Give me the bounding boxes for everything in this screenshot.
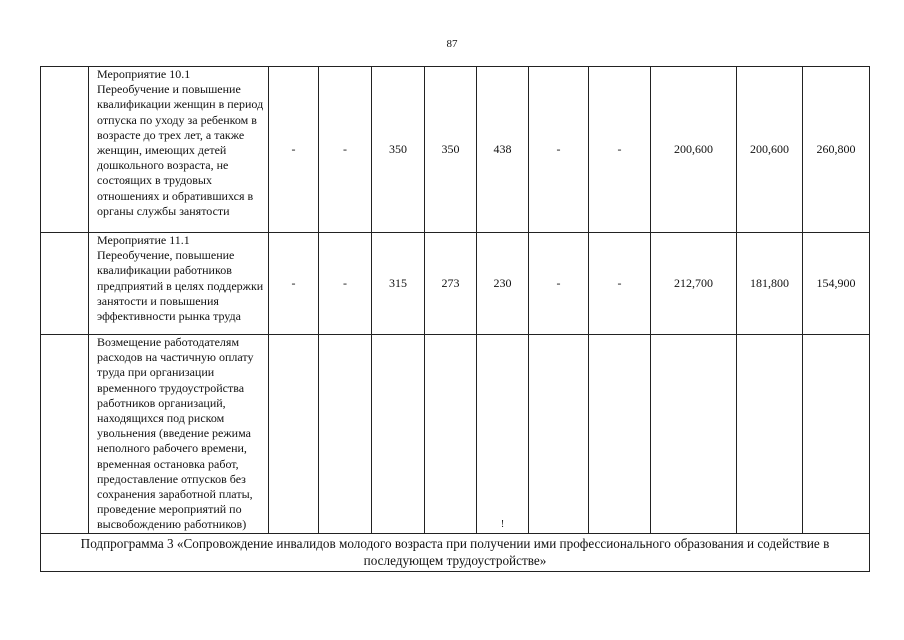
value-cell bbox=[269, 335, 319, 534]
page-number: 87 bbox=[446, 38, 458, 50]
subprogram-title: Подпрограмма 3 «Сопровождение инвалидов молодого возраста при получении ими профессионального образования и содействие в последующем трудоустройстве» bbox=[41, 533, 870, 571]
measures-table bbox=[40, 66, 870, 572]
value-cell: - bbox=[319, 67, 372, 233]
table-row bbox=[41, 67, 870, 233]
value-cell bbox=[319, 335, 372, 534]
value-cell bbox=[425, 335, 477, 534]
value-cell: 154,900 bbox=[803, 233, 870, 335]
value-cell-mark: ! bbox=[500, 519, 505, 531]
value-cell: 273 bbox=[425, 233, 477, 335]
table-row bbox=[41, 335, 870, 534]
value-cell: - bbox=[589, 233, 651, 335]
value-cell: - bbox=[319, 233, 372, 335]
value-cell: - bbox=[529, 67, 589, 233]
value-cell: - bbox=[589, 67, 651, 233]
row-number-cell bbox=[41, 335, 89, 534]
table-row bbox=[41, 233, 870, 335]
value-cell: 230 bbox=[477, 233, 529, 335]
value-cell bbox=[529, 335, 589, 534]
value-cell bbox=[803, 335, 870, 534]
measure-description bbox=[89, 233, 269, 335]
value-cell: 350 bbox=[425, 67, 477, 233]
value-cell: - bbox=[269, 67, 319, 233]
value-cell: 315 bbox=[372, 233, 425, 335]
value-cell bbox=[651, 335, 737, 534]
measure-description-text: Возмещение работодателям расходов на частичную оплату труда при организации временного трудоустройства работников организаций, находящихся под риском увольнения (введение режима неполного рабочего времени, временная остановка работ, предоставление отпусков без сохранения заработной платы, проведение мероприятий по высвобождению работников) bbox=[97, 335, 254, 532]
value-cell: 350 bbox=[372, 67, 425, 233]
measure-description-text: Мероприятие 10.1 Переобучение и повышение квалификации женщин в период отпуска по уходу за ребенком в возрасте до трех лет, а также женщин, имеющих детей дошкольного возраста, не состоящих в трудовых отношениях и обратившихся в органы службы занятости bbox=[97, 67, 264, 218]
measure-description bbox=[89, 335, 269, 534]
value-cell: 200,600 bbox=[651, 67, 737, 233]
value-cell bbox=[589, 335, 651, 534]
measure-description-text: Мероприятие 11.1 Переобучение, повышение квалификации работников предприятий в целях поддержки занятости и повышения эффективности рынка труда bbox=[97, 233, 264, 324]
row-number-cell bbox=[41, 233, 89, 335]
value-cell: 181,800 bbox=[737, 233, 803, 335]
value-cell bbox=[737, 335, 803, 534]
value-cell: - bbox=[529, 233, 589, 335]
value-cell: 212,700 bbox=[651, 233, 737, 335]
row-number-cell bbox=[41, 67, 89, 233]
measure-description bbox=[89, 67, 269, 233]
value-cell bbox=[477, 335, 529, 534]
value-cell: 200,600 bbox=[737, 67, 803, 233]
subprogram-row bbox=[41, 533, 870, 571]
value-cell: 260,800 bbox=[803, 67, 870, 233]
value-cell: 438 bbox=[477, 67, 529, 233]
value-cell: - bbox=[269, 233, 319, 335]
value-cell bbox=[372, 335, 425, 534]
